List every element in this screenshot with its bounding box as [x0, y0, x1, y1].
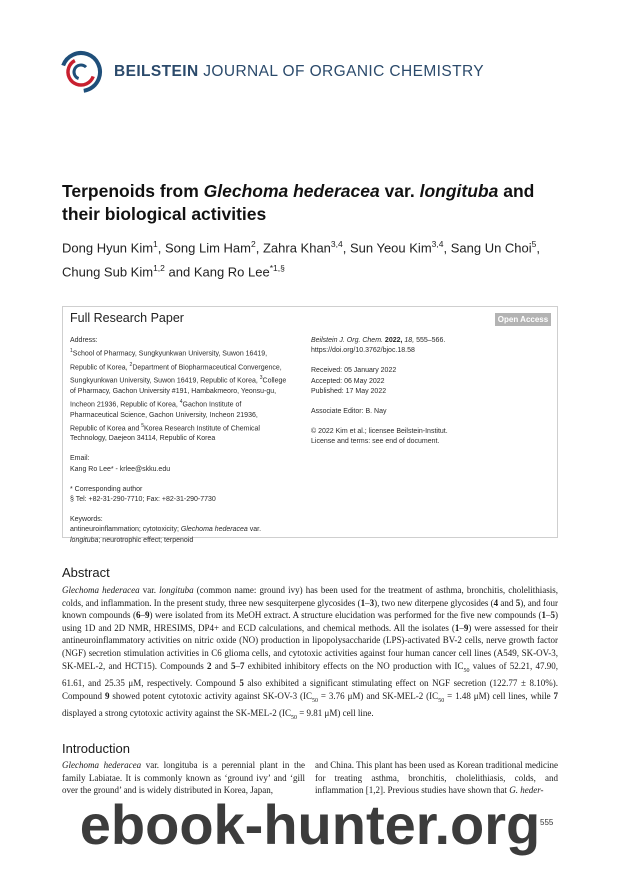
intro-column-right: and China. This plant has been used as Korean traditional medicine for treating asthma, bronchitis, cholelithiasis, colds, and inflammation [1,2]. Previous studies have shown that G. heder-	[315, 760, 558, 796]
journal-name: BEILSTEIN JOURNAL OF ORGANIC CHEMISTRY	[114, 63, 485, 80]
watermark	[0, 788, 620, 860]
introduction-heading: Introduction	[62, 741, 130, 756]
address-text: Technology, Daejeon 34114, Republic of Korea	[70, 435, 216, 443]
doi-link[interactable]: https://doi.org/10.3762/bjoc.18.58	[311, 347, 415, 355]
copyright: © 2022 Kim et al.; licensee Beilstein-Institut.	[311, 428, 448, 436]
received-date: Received: 05 January 2022	[311, 367, 397, 375]
affiliation-number: 3	[259, 375, 263, 382]
author: Song Lim Ham	[165, 240, 251, 256]
address-text: Department of Biopharmaceutical Convergence,	[132, 364, 282, 372]
license: License and terms: see end of document.	[311, 438, 440, 446]
address-label: Address:	[70, 337, 98, 344]
author-affiliation: 5	[531, 239, 537, 249]
author-affiliation: 1	[153, 239, 158, 249]
address-text: Republic of Korea,	[70, 364, 130, 372]
associate-editor: Associate Editor: B. Nay	[311, 408, 387, 416]
address-text: Incheon 21936, Republic of Korea,	[70, 401, 180, 409]
author: Sang Un Choi	[450, 240, 532, 256]
address-text: Korea Research Institute of Chemical	[144, 425, 260, 433]
address-text: Republic of Korea and	[70, 425, 142, 433]
published-date: Published: 17 May 2022	[311, 387, 387, 395]
citation: Beilstein J. Org. Chem. 2022, 18, 555–566.	[311, 337, 446, 344]
address-text: Gachon Institute of	[182, 401, 242, 409]
abstract-text: Glechoma hederacea var. longituba (common name: ground ivy) has been used for the treatment of asthma, bronchitis, cholelithiasis, colds, and inflammation. In the present study, three new sesquiterpene glycosides (1–3), two new diterpene glycosides (4 and 5), and four known compounds (6–9) were isolated from its MeOH extract. A structure elucidation was performed for the five new compounds (1–5) using 1D and 2D NMR, HRESIMS, DP4+ and ECD calculations, and chemical methods. All the isolates (1–9) were assessed for their antineuroinflammatory activities on nitric oxide (NO) production in lipopolysaccharide (LPS)-activated BV-2 cells, nerve growth factor (NGF) secretion stimulation activities in C6 glioma cells, and cytotoxic activities against four human cancer cell lines (A549, SK-OV-3, SK-MEL-2, and HCT15). Compounds 2 and 5–7 exhibited inhibitory effects on the NO production with $IC_{50}$ values of 52.21, 47.90, 61.61, and 25.35 μM, respectively. Compound 5 also exhibited a significant stimulating effect on NGF secretion (122.77 ± 8.10%). Compound 9 showed potent cytotoxic activity against SK-OV-3 ($IC_{50} = 3.76$ μM) and SK-MEL-2 ($IC_{50} = 1.48$ μM) cell lines, while 7 displayed a strong cytotoxic activity against the SK-MEL-2 ($IC_{50} = 9.81$ μM) cell line.	[62, 585, 559, 721]
intro-column-left: Glechoma hederacea var. longituba is a perennial plant in the family Labiatae. It is commonly known as ‘ground ivy’ and ‘gill over the ground’ and is widely distributed in Korea, Japan,	[62, 760, 306, 796]
author-list: Dong Hyun Kim$^1$, Song Lim Ham$^2$, Zahra Khan$^{3,4}$, Sun Yeou Kim$^{3,4}$, Sang Un Choi$^5$, Chung Sub Kim$^{1,2}$ and Kang Ro Lee$^{*1,\S}$	[62, 239, 541, 280]
author: Sun Yeou Kim	[349, 240, 432, 256]
author-affiliation: 3,4	[431, 239, 444, 249]
svg-text:ebook-hunter.org: ebook-hunter.org	[79, 793, 541, 856]
author: Dong Hyun Kim	[62, 240, 154, 256]
article-title: Terpenoids from Glechoma hederacea var. longituba and their biological activities	[62, 181, 535, 224]
beilstein-logo-icon	[59, 50, 103, 94]
article-type: Full Research Paper	[70, 311, 184, 325]
address-text: College	[262, 377, 287, 385]
affiliation-number: 4	[179, 399, 183, 405]
keywords-label: Keywords:	[70, 516, 103, 524]
open-access-badge: Open Access	[495, 313, 551, 326]
author-affiliation: 3,4	[330, 239, 343, 249]
phone-fax: § Tel: +82-31-290-7710; Fax: +82-31-290-7730	[70, 496, 216, 504]
author-affiliation: 2	[251, 239, 256, 249]
email-label: Email:	[70, 455, 90, 463]
page-number: 555	[540, 818, 554, 827]
author-affiliation: *1,§	[269, 263, 285, 274]
abstract-heading: Abstract	[62, 565, 110, 580]
keywords: antineuroinflammation; cytotoxicity; Glechoma hederacea var. longituba; neurotrophic effect; terpenoid	[70, 526, 262, 544]
author-affiliation: 1,2	[153, 263, 165, 274]
author: Chung Sub Kim	[62, 264, 154, 280]
author: Zahra Khan	[262, 240, 331, 256]
affiliation-number: 5	[141, 422, 144, 429]
affiliations-column	[70, 336, 288, 546]
address-text: School of Pharmacy, Sungkyunkwan University, Suwon 16419,	[72, 350, 268, 358]
address-text: Pharmaceutical Science, Gachon University, Incheon 21936,	[70, 411, 258, 419]
affiliation-number: 1	[70, 348, 73, 355]
citation-column	[311, 336, 551, 448]
address-text: of Pharmacy, Gachon University #191, Hambakmeoro, Yeonsu-gu,	[70, 387, 277, 395]
corresponding-note: * Corresponding author	[70, 485, 143, 493]
email: Kang Ro Lee* - krlee@skku.edu	[70, 465, 171, 473]
address-block	[70, 346, 288, 444]
author: Kang Ro Lee	[193, 264, 270, 280]
accepted-date: Accepted: 06 May 2022	[311, 377, 385, 385]
address-text: Sungkyunkwan University, Suwon 16419, Republic of Korea,	[70, 377, 260, 385]
affiliation-number: 2	[129, 361, 133, 368]
